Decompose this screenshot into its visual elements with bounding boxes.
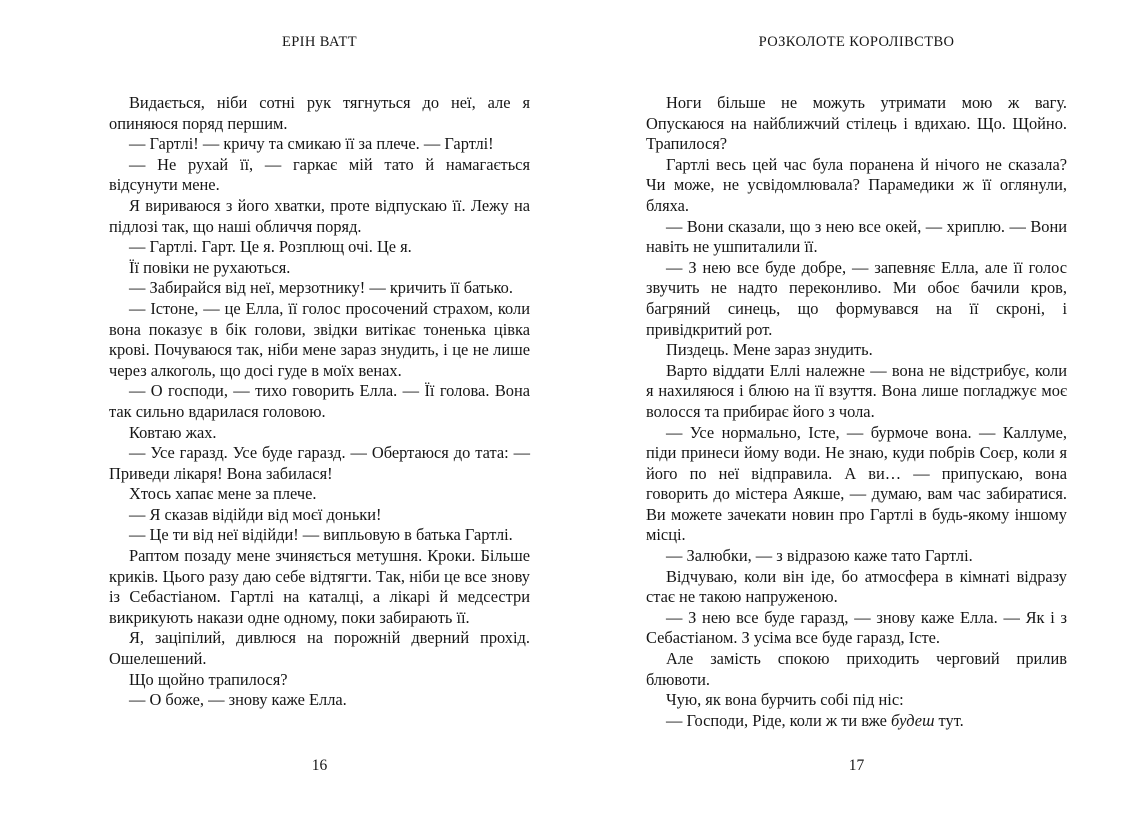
paragraph: Раптом позаду мене зчиняється метушня. Кроки. Більше криків. Цього разу даю себе відтягти. Так, ніби це все знову із Себастіаном. Гартлі на каталці, а лікарі й медсестри викрикують накази одне одному, поки забирають її. xyxy=(109,546,530,627)
paragraph: — Забирайся від неї, мерзотнику! — кричить її батько. xyxy=(129,278,513,298)
paragraph: — З нею все буде гаразд, — знову каже Елла. — Як і з Себастіаном. З усіма все буде гаразд, Істе. xyxy=(646,607,1067,648)
page-number: 17 xyxy=(848,757,865,774)
paragraph: Чую, як вона бурчить собі під ніс: xyxy=(666,690,904,710)
paragraph: Я, заціпілий, дивлюся на порожній дверний прохід. Ошелешений. xyxy=(109,628,530,669)
left-page-body xyxy=(109,93,530,711)
paragraph: — Це ти від неї відійди! — випльовую в батька Гартлі. xyxy=(129,525,513,545)
paragraph: — З нею все буде добре, — запевняє Елла, але її голос звучить не надто переконливо. Ми обоє бачили кров, багряний синець, що формувався на її скроні, і привідкритий рот. xyxy=(646,257,1067,339)
paragraph: Я вириваюся з його хватки, проте відпускаю її. Лежу на підлозі так, що наші обличчя поряд. xyxy=(109,195,530,236)
running-head-title: РОЗКОЛОТЕ КОРОЛІВСТВО xyxy=(758,34,955,50)
paragraph: Відчуваю, коли він іде, бо атмосфера в кімнаті відразу стає не такою напруженою. xyxy=(646,566,1067,607)
paragraph: — О боже, — знову каже Елла. xyxy=(129,690,347,710)
left-page xyxy=(109,0,530,827)
paragraph: Але замість спокою приходить черговий прилив блювоти. xyxy=(646,649,1067,689)
paragraph: Видається, ніби сотні рук тягнуться до неї, але я опиняюся поряд першим. xyxy=(109,93,530,133)
paragraph: — Гартлі. Гарт. Це я. Розплющ очі. Це я. xyxy=(129,237,412,257)
paragraph: Її повіки не рухаються. xyxy=(129,257,291,277)
paragraph-last xyxy=(646,711,1067,732)
running-head-author: ЕРІН ВАТТ xyxy=(281,34,358,50)
page-number: 16 xyxy=(311,757,328,774)
right-page-body xyxy=(646,93,1067,731)
paragraph: Варто віддати Еллі належне — вона не відстрибує, коли я нахиляюся і блюю на її взуття. Вона лише погладжує моє волосся та прибирає його з чола. xyxy=(646,360,1067,421)
paragraph: Що щойно трапилося? xyxy=(129,669,288,689)
paragraph: — Я сказав відійди від моєї доньки! xyxy=(129,504,382,524)
paragraph: Хтось хапає мене за плече. xyxy=(129,484,317,504)
paragraph: Гартлі весь цей час була поранена й нічого не сказала? Чи може, не усвідомлювала? Парамедики ж її оглянули, бляха. xyxy=(646,154,1067,215)
right-page xyxy=(646,0,1067,827)
paragraph: — Істоне, — це Елла, її голос просочений страхом, коли вона показує в бік голови, звідки витікає тоненька цівка крові. Почуваюся так, ніби мене зараз знудить, і це не лише через алкоголь, що досі гуде в моїх венах. xyxy=(109,298,530,380)
paragraph: — Усе нормально, Істе, — бурмоче вона. — Каллуме, піди принеси йому води. Не знаю, куди побрів Соєр, коли я його по неї відправила. А ви… — припускаю, вона говорить до містера Аякше, — думаю, вам час забиратися. Ви можете зачекати новин про Гартлі в будь-якому іншому місці. xyxy=(646,422,1067,545)
paragraph: — Залюбки, — з відразою каже тато Гартлі. xyxy=(666,546,973,566)
paragraph: — Вони сказали, що з нею все окей, — хриплю. — Вони навіть не ушпиталили її. xyxy=(646,216,1067,257)
paragraph: — Гартлі! — кричу та смикаю її за плече. — Гартлі! xyxy=(129,134,494,154)
paragraph: Пиздець. Мене зараз знудить. xyxy=(666,340,873,360)
paragraph: — Не рухай її, — гаркає мій тато й намагається відсунути мене. xyxy=(109,154,530,195)
paragraph: Ноги більше не можуть утримати мою ж вагу. Опускаюся на найближчий стілець і вдихаю. Що. Щойно. Трапилося? xyxy=(646,93,1067,154)
text-run: — Господи, Ріде, коли ж ти вже xyxy=(666,710,892,730)
paragraph: Ковтаю жах. xyxy=(129,422,217,442)
text-run: тут. xyxy=(934,710,964,730)
paragraph: — О господи, — тихо говорить Елла. — Її голова. Вона так сильно вдарилася головою. xyxy=(109,381,530,421)
paragraph: — Усе гаразд. Усе буде гаразд. — Обертаюся до тата: — Приведи лікаря! Вона забилася! xyxy=(109,443,530,483)
emphasized-text: будеш xyxy=(891,710,935,730)
